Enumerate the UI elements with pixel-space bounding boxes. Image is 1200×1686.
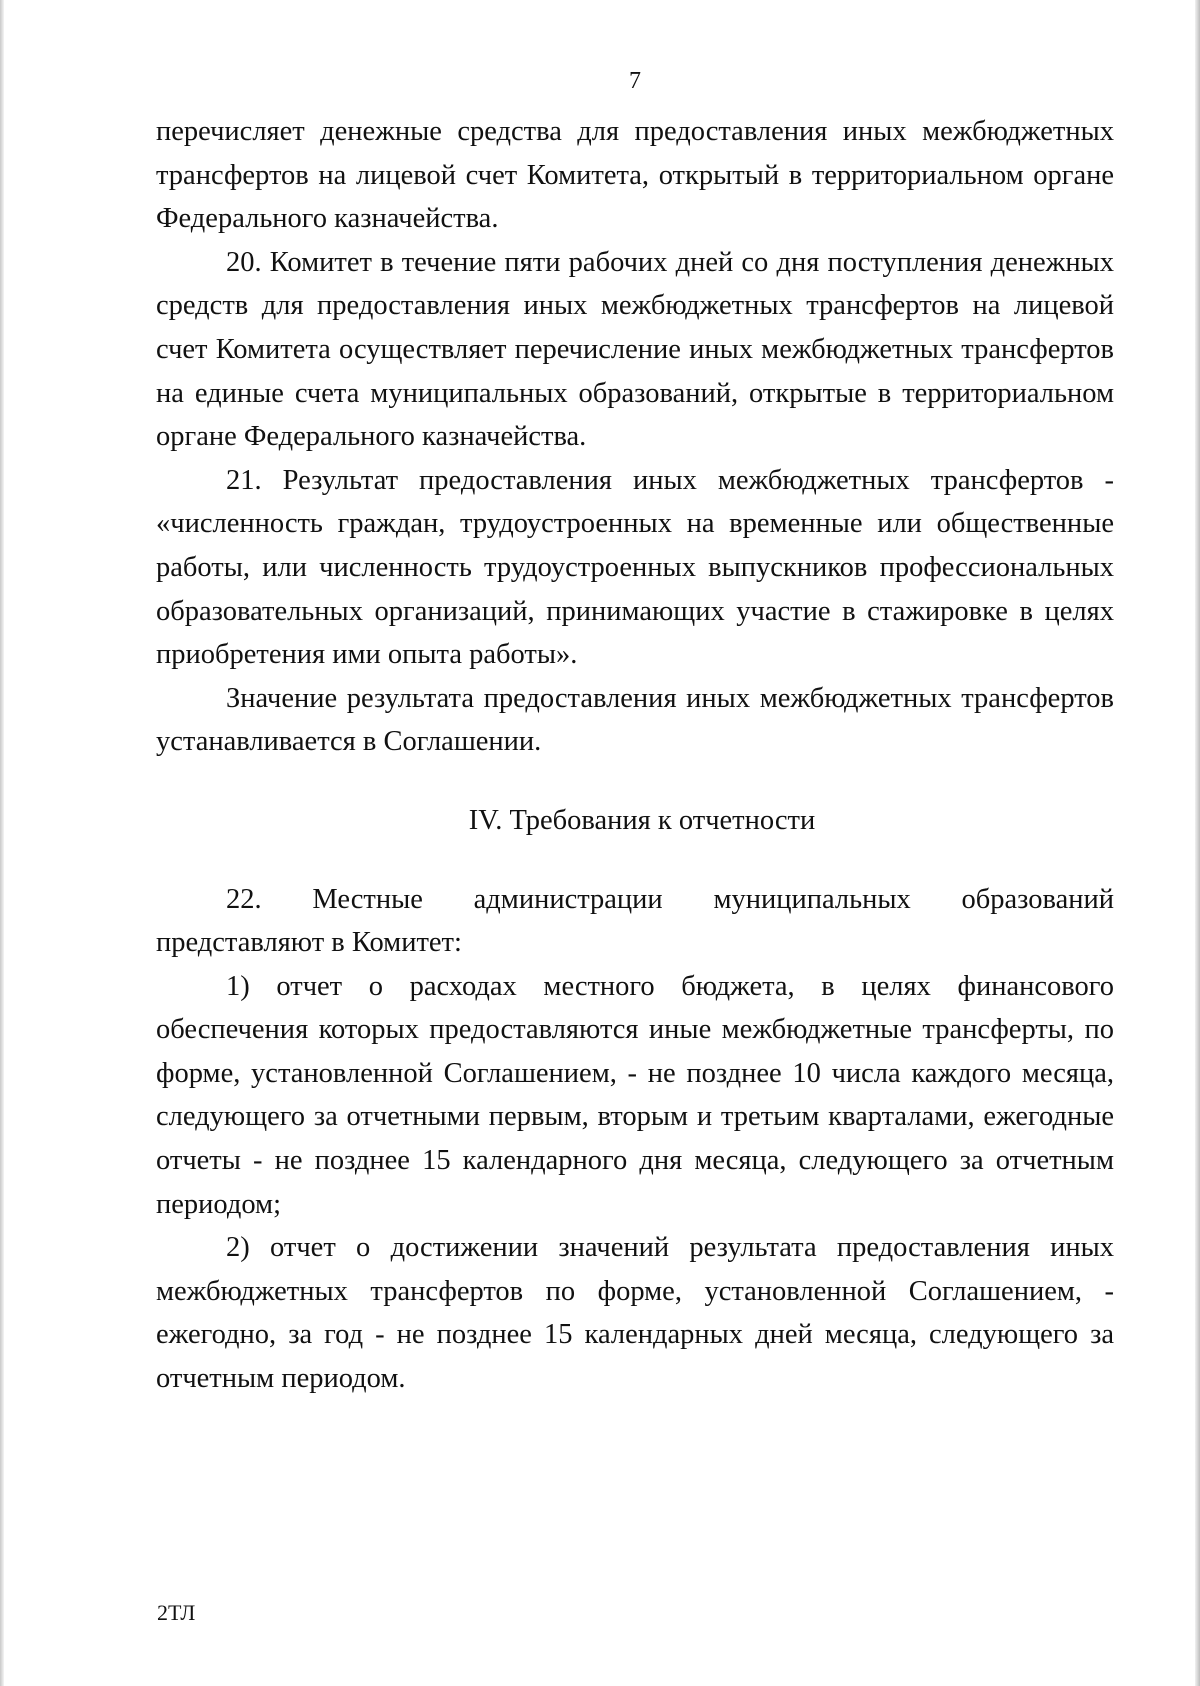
paragraph-22: 22. Местные администрации муниципальных образований представляют в Комитет: — [156, 883, 1114, 959]
paragraph-22-item-1: 1) отчет о расходах местного бюджета, в целях финансового обеспечения которых предоставляются иные межбюджетные трансферты, по форме, установленной Соглашением, - не позднее 10 числа каждого месяца, следующего за отчетными первым, вторым и третьим кварталами, ежегодные отчеты - не позднее 15 календарного дня месяца, следующего за отчетным периодом; — [156, 970, 1114, 1220]
section-heading: IV. Требования к отчетности — [468, 804, 816, 836]
paragraph-20: 20. Комитет в течение пяти рабочих дней со дня поступления денежных средств для предоставления иных межбюджетных трансфертов на лицевой счет Комитета осуществляет перечисление иных межбюджетных трансфертов на единые счета муниципальных образований, открытые в территориальном органе Федерального казначейства. — [156, 246, 1114, 453]
scan-edge-left — [0, 0, 4, 1686]
paragraph-22-item-2: 2) отчет о достижении значений результата предоставления иных межбюджетных трансфертов по форме, установленной Соглашением, - ежегодно, за год - не позднее 15 календарных дней месяца, следующего за отчетным периодом. — [156, 1232, 1114, 1395]
paragraph-21: 21. Результат предоставления иных межбюджетных трансфертов - «численность граждан, трудоустроенных на временные или общественные работы, или численность трудоустроенных выпускников профессиональных образовательных организаций, принимающих участие в стажировке в целях приобретения ими опыта работы». — [156, 464, 1114, 671]
document-body — [156, 110, 1114, 1401]
paragraph-result-value: Значение результата предоставления иных межбюджетных трансфертов устанавливается в Соглашении. — [156, 682, 1114, 758]
scan-edge-right — [1195, 0, 1200, 1686]
paragraph-continuation: перечисляет денежные средства для предоставления иных межбюджетных трансфертов на лицевой счет Комитета, открытый в территориальном органе Федерального казначейства. — [156, 116, 1114, 235]
footer-code: 2ТЛ — [157, 1600, 196, 1625]
page-number: 7 — [629, 68, 641, 94]
